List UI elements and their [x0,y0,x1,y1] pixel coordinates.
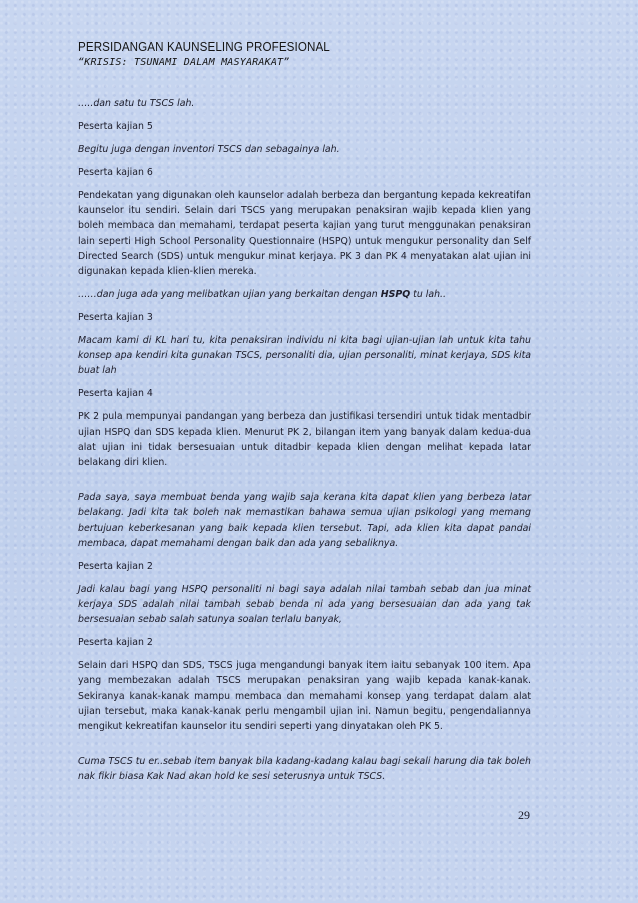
body-paragraph: Selain dari HSPQ dan SDS, TSCS juga mengandungi banyak item iaitu sebanyak 100 item. Apa yang membezakan adalah TSCS merupakan penaksiran yang wajib kepada kanak-kanak. Sekiranya kanak-kanak mampu membaca dan memahami konsep yang terdapat dalam alat ujian tersebut, maka kanak-kanak perlu mengambil ujian ini. Namun begitu, pengendaliannya mengikut kekreatifan kaunselor itu sendiri seperti yang dinyatakan oleh PK 5. [78,660,531,733]
participant-label: Peserta kajian 6 [78,167,153,178]
body-paragraph: Pendekatan yang digunakan oleh kaunselor adalah berbeza dan bergantung kepada kekreatifan kaunselor itu sendiri. Selain dari TSCS yang merupakan penaksiran wajib kepada klien yang boleh membaca dan memahami, terdapat peserta kajian yang turut menggunakan penaksiran lain seperti High School Personality Questionnaire (HSPQ) untuk mengukur personality dan Self Directed Search (SDS) untuk mengukur minat kerjaya. PK 3 dan PK 4 menyatakan alat ujian ini digunakan kepada klien-klien mereka. [78,190,531,278]
page-header [78,40,558,70]
quote-text: ……dan juga ada yang melibatkan ujian yang berkaitan dengan [78,289,381,301]
conference-theme: “KRISIS: TSUNAMI DALAM MASYARAKAT” [78,57,290,68]
quote-paragraph: Jadi kalau bagi yang HSPQ personaliti ni bagi saya adalah nilai tambah sebab dan jua minat kerjaya SDS adalah nilai tambah sebab benda ni ada yang bersesuaian dan ada yang tak bersesuaian sebab salah satunya soalan terlalu banyak, [78,583,531,626]
participant-label: Peserta kajian 2 [78,637,153,649]
body-paragraph: PK 2 pula mempunyai pandangan yang berbeza dan justifikasi tersendiri untuk tidak mentadbir ujian HSPQ dan SDS kepada klien. Menurut PK 2, bilangan item yang banyak dalam kedua-dua alat ujian ini tidak bersesuaian untuk ditadbir kepada klien dengan melihat kepada latar belakang diri klien. [78,411,531,469]
conference-title: PERSIDANGAN KAUNSELING PROFESIONAL [78,40,330,54]
quote-paragraph: …..dan satu tu TSCS lah. [78,98,195,109]
quote-paragraph: Cuma TSCS tu er..sebab item banyak bila kadang-kadang kalau bagi sekali harung dia tak boleh nak fikir biasa Kak Nad akan hold ke sesi seterusnya untuk TSCS. [78,756,531,783]
participant-label: Peserta kajian 4 [78,388,153,400]
page-number: 29 [518,808,530,822]
participant-label: Peserta kajian 3 [78,312,153,324]
participant-label: Peserta kajian 2 [78,560,153,572]
quote-paragraph: Begitu juga dengan inventori TSCS dan sebagainya lah. [78,144,340,155]
quote-paragraph [78,287,531,302]
quote-emphasis: HSPQ [380,289,411,301]
quote-paragraph: Pada saya, saya membuat benda yang wajib saja kerana kita dapat klien yang berbeza latar belakang. Jadi kita tak boleh nak memastikan bahawa semua ujian psikologi yang memang bertujuan keberkesanan yang baik kepada klien tersebut. Tapi, ada klien kita dapat pandai membaca, dapat memahami dengan baik dan ada yang sebaliknya. [78,492,531,549]
quote-text-end: tu lah.. [410,289,447,301]
quote-paragraph: Macam kami di KL hari tu, kita penaksiran individu ni kita bagi ujian-ujian lah untuk kita tahu konsep apa kendiri kita gunakan TSCS, personaliti dia, ujian personaliti, minat kerjaya, SDS kita buat lah [78,335,531,377]
document-body [78,96,531,792]
participant-label: Peserta kajian 5 [78,121,153,132]
